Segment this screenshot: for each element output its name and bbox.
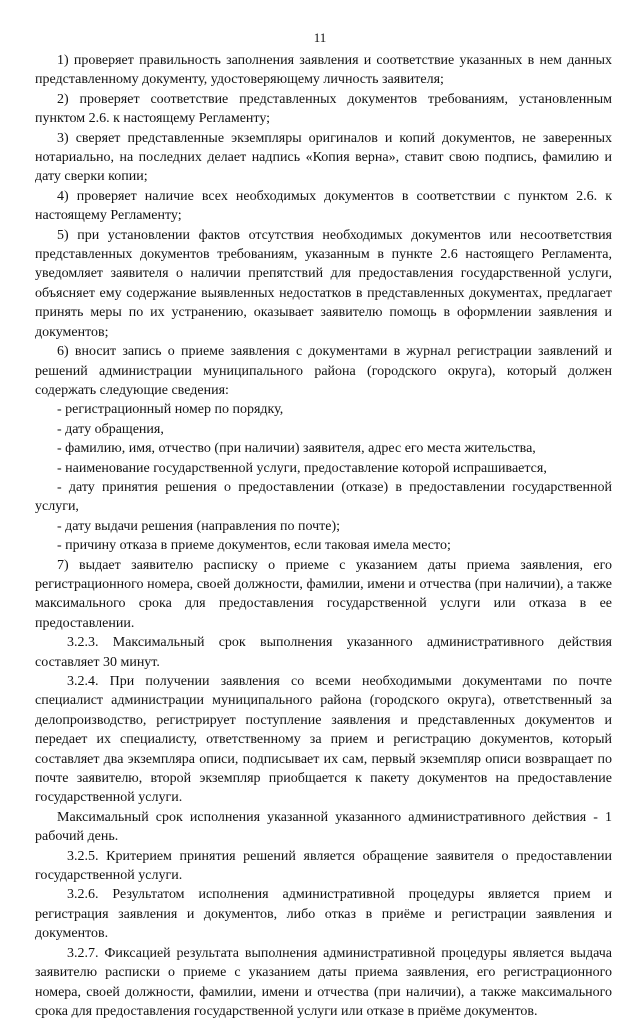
paragraph-3-2-7: 3.2.7. Фиксацией результата выполнения административной процедуры является выдача заявителю расписки о приеме с указанием даты приема заявления, его регистрационного номера, своей должности, фамилии, имени и отчества (при наличии), а также максимального срока для предоставления государственной услуги или отказе в приёме документов. xyxy=(35,945,612,1019)
paragraph-item-5: 5) при установлении фактов отсутствия необходимых документов или несоответствия представленных документов требованиям, указанным в пункте 2.6 настоящего Регламента, уведомляет заявителя о наличии препятствий для предоставления государственной услуги, объясняет ему содержание выявленных недостатков в представленных документах, предлагает принять меры по их устранению, оказывает заявителю помощь в оформлении заявления и документов; xyxy=(35,227,612,340)
paragraph-3-2-3: 3.2.3. Максимальный срок выполнения указанного административного действия составляет 30 минут. xyxy=(35,635,612,670)
list-item-decision-date: - дату принятия решения о предоставлении (отказе) в предоставлении государственной услуги, xyxy=(35,479,612,515)
list-item-issue-date: - дату выдачи решения (направления по почте); xyxy=(57,518,341,534)
paragraph-item-3: 3) сверяет представленные экземпляры оригиналов и копий документов, не заверенных нотариально, на последних делает надпись «Копия верна», ставит свою подпись, фамилию и дату сверки копии; xyxy=(35,130,612,185)
list-item-service-name: - наименование государственной услуги, предоставление которой испрашивается, xyxy=(57,460,547,476)
paragraph-item-7: 7) выдает заявителю расписку о приеме с указанием даты приема заявления, его регистрационного номера, своей должности, фамилии, имени и отчества (при наличии), а также максимального срока для предоставления государственной услуги или отказа в ее предоставлении. xyxy=(35,557,612,631)
document-body xyxy=(35,51,612,1021)
paragraph-3-2-4: 3.2.4. При получении заявления со всеми необходимыми документами по почте специалист администрации муниципального района (городского округа), ответственный за делопроизводство, регистрирует поступление заявления и представленных документов и передает их специалисту, ответственному за прием и регистрацию документов, который составляет два экземпляра описи, подписывает их сам, первый экземпляр описи возвращает по почте заявителю, второй экземпляр приобщается к пакету документов на предоставление государственной услуги. xyxy=(35,674,612,806)
list-item-request-date: - дату обращения, xyxy=(57,421,164,437)
list-item-refusal-reason: - причину отказа в приеме документов, если таковая имела место; xyxy=(57,538,451,554)
paragraph-item-4: 4) проверяет наличие всех необходимых документов в соответствии с пунктом 2.6. к настоящему Регламенту; xyxy=(35,188,612,224)
list-item-registration-number: - регистрационный номер по порядку, xyxy=(57,402,284,418)
paragraph-max-term: Максимальный срок исполнения указанной указанного административного действия - 1 рабочий день. xyxy=(35,809,612,845)
paragraph-item-6: 6) вносит запись о приеме заявления с документами в журнал регистрации заявлений и решений администрации муниципального района (городского округа), который должен содержать следующие сведения: xyxy=(35,344,612,398)
paragraph-item-1: 1) проверяет правильность заполнения заявления и соответствие указанных в нем данных представленному документу, удостоверяющему личность заявителя; xyxy=(35,53,612,88)
paragraph-item-2: 2) проверяет соответствие представленных документов требованиям, установленным пунктом 2.6. к настоящему Регламенту; xyxy=(35,91,612,127)
page-number: 11 xyxy=(313,30,327,45)
list-item-applicant-name: - фамилию, имя, отчество (при наличии) заявителя, адрес его места жительства, xyxy=(57,441,536,457)
paragraph-3-2-5: 3.2.5. Критерием принятия решений является обращение заявителя о предоставлении государственной услуги. xyxy=(35,848,612,884)
paragraph-3-2-6: 3.2.6. Результатом исполнения административной процедуры является прием и регистрация заявления и документов, либо отказ в приёме и регистрации заявления и документов. xyxy=(35,887,612,942)
